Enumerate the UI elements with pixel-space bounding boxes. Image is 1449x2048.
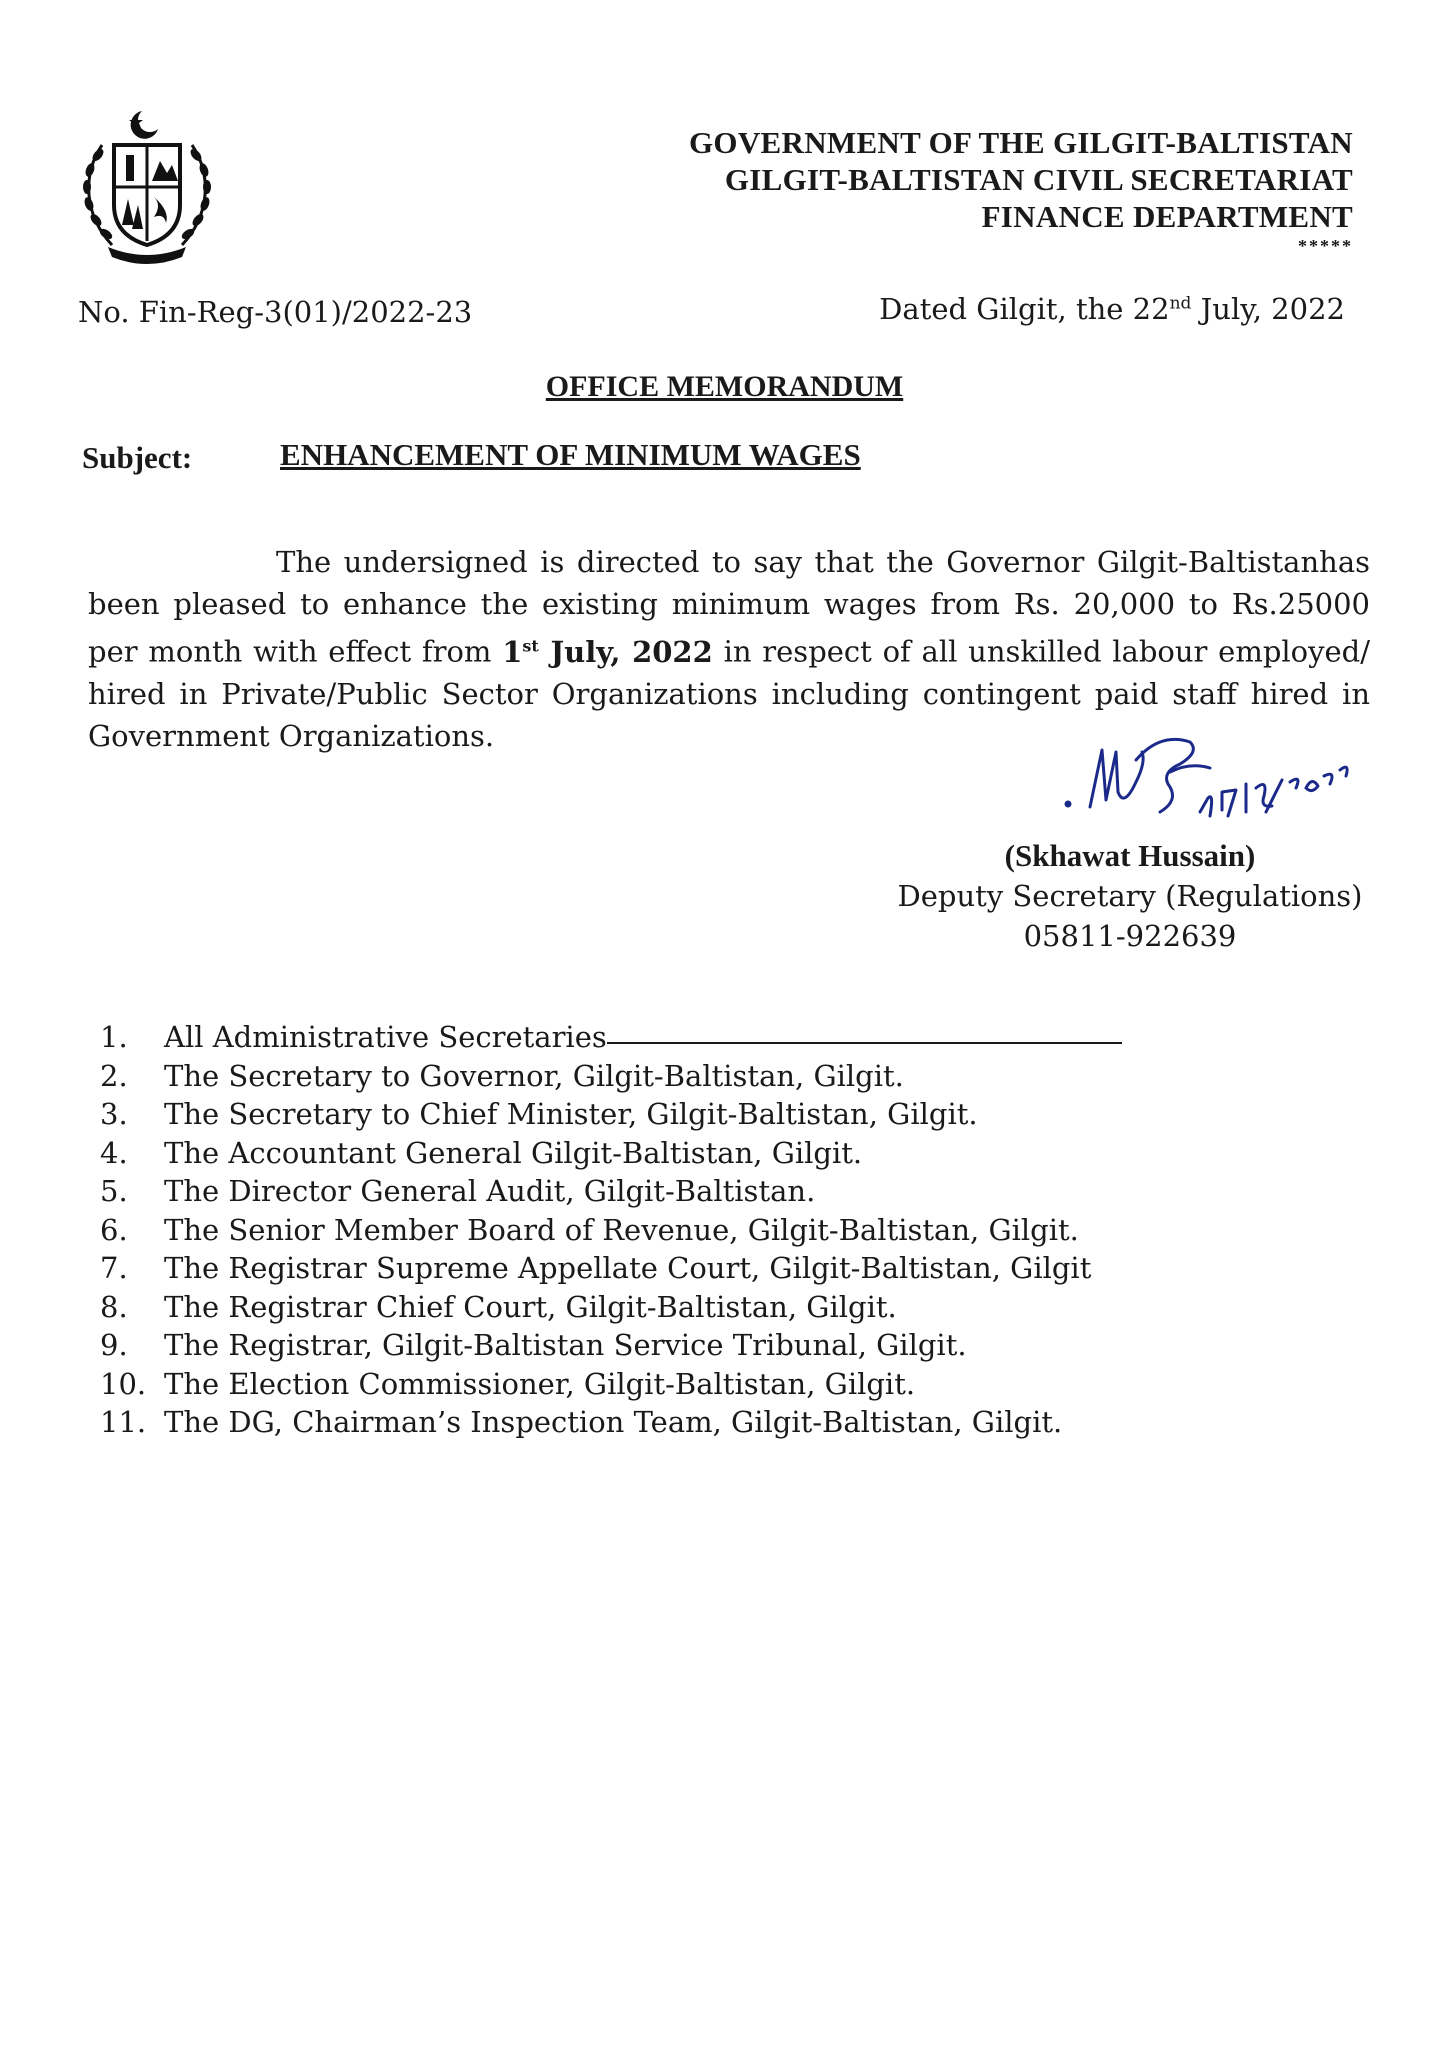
list-item-text: The Registrar Chief Court, Gilgit-Baltistan, Gilgit. bbox=[164, 1289, 897, 1324]
list-item-number: 6. bbox=[100, 1212, 128, 1247]
effective-date-day: 1 bbox=[502, 634, 523, 669]
list-item-text: The Registrar, Gilgit-Baltistan Service Tribunal, Gilgit. bbox=[164, 1328, 967, 1362]
list-item bbox=[100, 1172, 1122, 1211]
list-item-number: 7. bbox=[100, 1251, 128, 1285]
signature-icon bbox=[1050, 712, 1390, 832]
list-item-text: The DG, Chairman’s Inspection Team, Gilgit-Baltistan, Gilgit. bbox=[164, 1405, 1063, 1439]
signatory-block bbox=[880, 836, 1380, 956]
list-item-text: The Senior Member Board of Revenue, Gilgit-Baltistan, Gilgit. bbox=[164, 1212, 1079, 1247]
date-rest: July, 2022 bbox=[1191, 292, 1345, 326]
list-item bbox=[100, 1288, 1122, 1327]
body-part-1: The undersigned is directed to say that the Governor Gilgit-Baltistanhas been pleased to enhance the existing minimum wages from Rs. 20,000 to Rs.25000 per month with effect from bbox=[88, 545, 1370, 669]
memo-title: OFFICE MEMORANDUM bbox=[545, 370, 904, 403]
subject-text: ENHANCEMENT OF MINIMUM WAGES bbox=[280, 437, 861, 472]
list-item bbox=[100, 1365, 1122, 1404]
list-item bbox=[100, 1095, 1122, 1134]
effective-date bbox=[502, 635, 713, 669]
list-item-text: The Accountant General Gilgit-Baltistan, Gilgit. bbox=[164, 1135, 863, 1170]
list-item-text: The Director General Audit, Gilgit-Baltistan. bbox=[164, 1174, 816, 1208]
effective-date-ordinal: st bbox=[522, 636, 539, 655]
list-item-text: The Secretary to Governor, Gilgit-Baltistan, Gilgit. bbox=[164, 1058, 904, 1093]
list-item bbox=[100, 1326, 1122, 1365]
list-item-number: 3. bbox=[100, 1097, 128, 1131]
list-item-number: 5. bbox=[100, 1174, 128, 1208]
list-item-number: 8. bbox=[100, 1289, 128, 1324]
list-item-text: The Registrar Supreme Appellate Court, Gilgit-Baltistan, Gilgit bbox=[164, 1251, 1092, 1285]
letterhead-department: FINANCE DEPARTMENT bbox=[981, 199, 1353, 234]
subject-label: Subject: bbox=[82, 440, 193, 475]
date-suffix-ordinal: nd bbox=[1169, 293, 1192, 314]
date-prefix: Dated Gilgit, the 22 bbox=[879, 292, 1170, 326]
list-item bbox=[100, 1134, 1122, 1173]
list-item-text: The Secretary to Chief Minister, Gilgit-Baltistan, Gilgit. bbox=[164, 1097, 978, 1131]
list-item bbox=[100, 1403, 1122, 1442]
list-item-text: The Election Commissioner, Gilgit-Baltistan, Gilgit. bbox=[164, 1366, 916, 1401]
list-item-number: 9. bbox=[100, 1328, 128, 1362]
letterhead-secretariat: GILGIT-BALTISTAN CIVIL SECRETARIAT bbox=[724, 162, 1353, 197]
list-item-text: All Administrative Secretaries bbox=[164, 1020, 607, 1054]
letterhead-stars: ***** bbox=[1298, 236, 1353, 256]
reference-number: No. Fin-Reg-3(01)/2022-23 bbox=[78, 295, 473, 329]
list-item-number: 4. bbox=[100, 1135, 128, 1170]
letterhead-government: GOVERNMENT OF THE GILGIT-BALTISTAN bbox=[689, 125, 1353, 160]
list-item bbox=[100, 1211, 1122, 1250]
signatory-designation: Deputy Secretary (Regulations) bbox=[897, 879, 1363, 913]
distribution-list bbox=[100, 1018, 1122, 1442]
effective-date-rest: July, 2022 bbox=[538, 634, 713, 669]
body-part-2: in respect of all unskilled labour employed/ hired in Private/Public Sector Organizations including contingent paid staff hired in Government Organizations. bbox=[88, 634, 1371, 753]
letterhead bbox=[689, 124, 1353, 255]
list-item bbox=[100, 1249, 1122, 1288]
list-item bbox=[100, 1057, 1122, 1096]
list-item-number: 10. bbox=[100, 1366, 147, 1401]
list-item-number: 11. bbox=[100, 1405, 147, 1439]
list-item-number: 2. bbox=[100, 1058, 128, 1093]
list-item-number: 1. bbox=[100, 1020, 128, 1054]
date-line bbox=[879, 292, 1345, 326]
signatory-name: (Skhawat Hussain) bbox=[1004, 838, 1256, 873]
state-emblem-icon bbox=[72, 105, 222, 265]
list-item bbox=[100, 1018, 1122, 1057]
underline-rule bbox=[607, 1018, 1122, 1044]
signatory-phone: 05811-922639 bbox=[1023, 919, 1237, 953]
